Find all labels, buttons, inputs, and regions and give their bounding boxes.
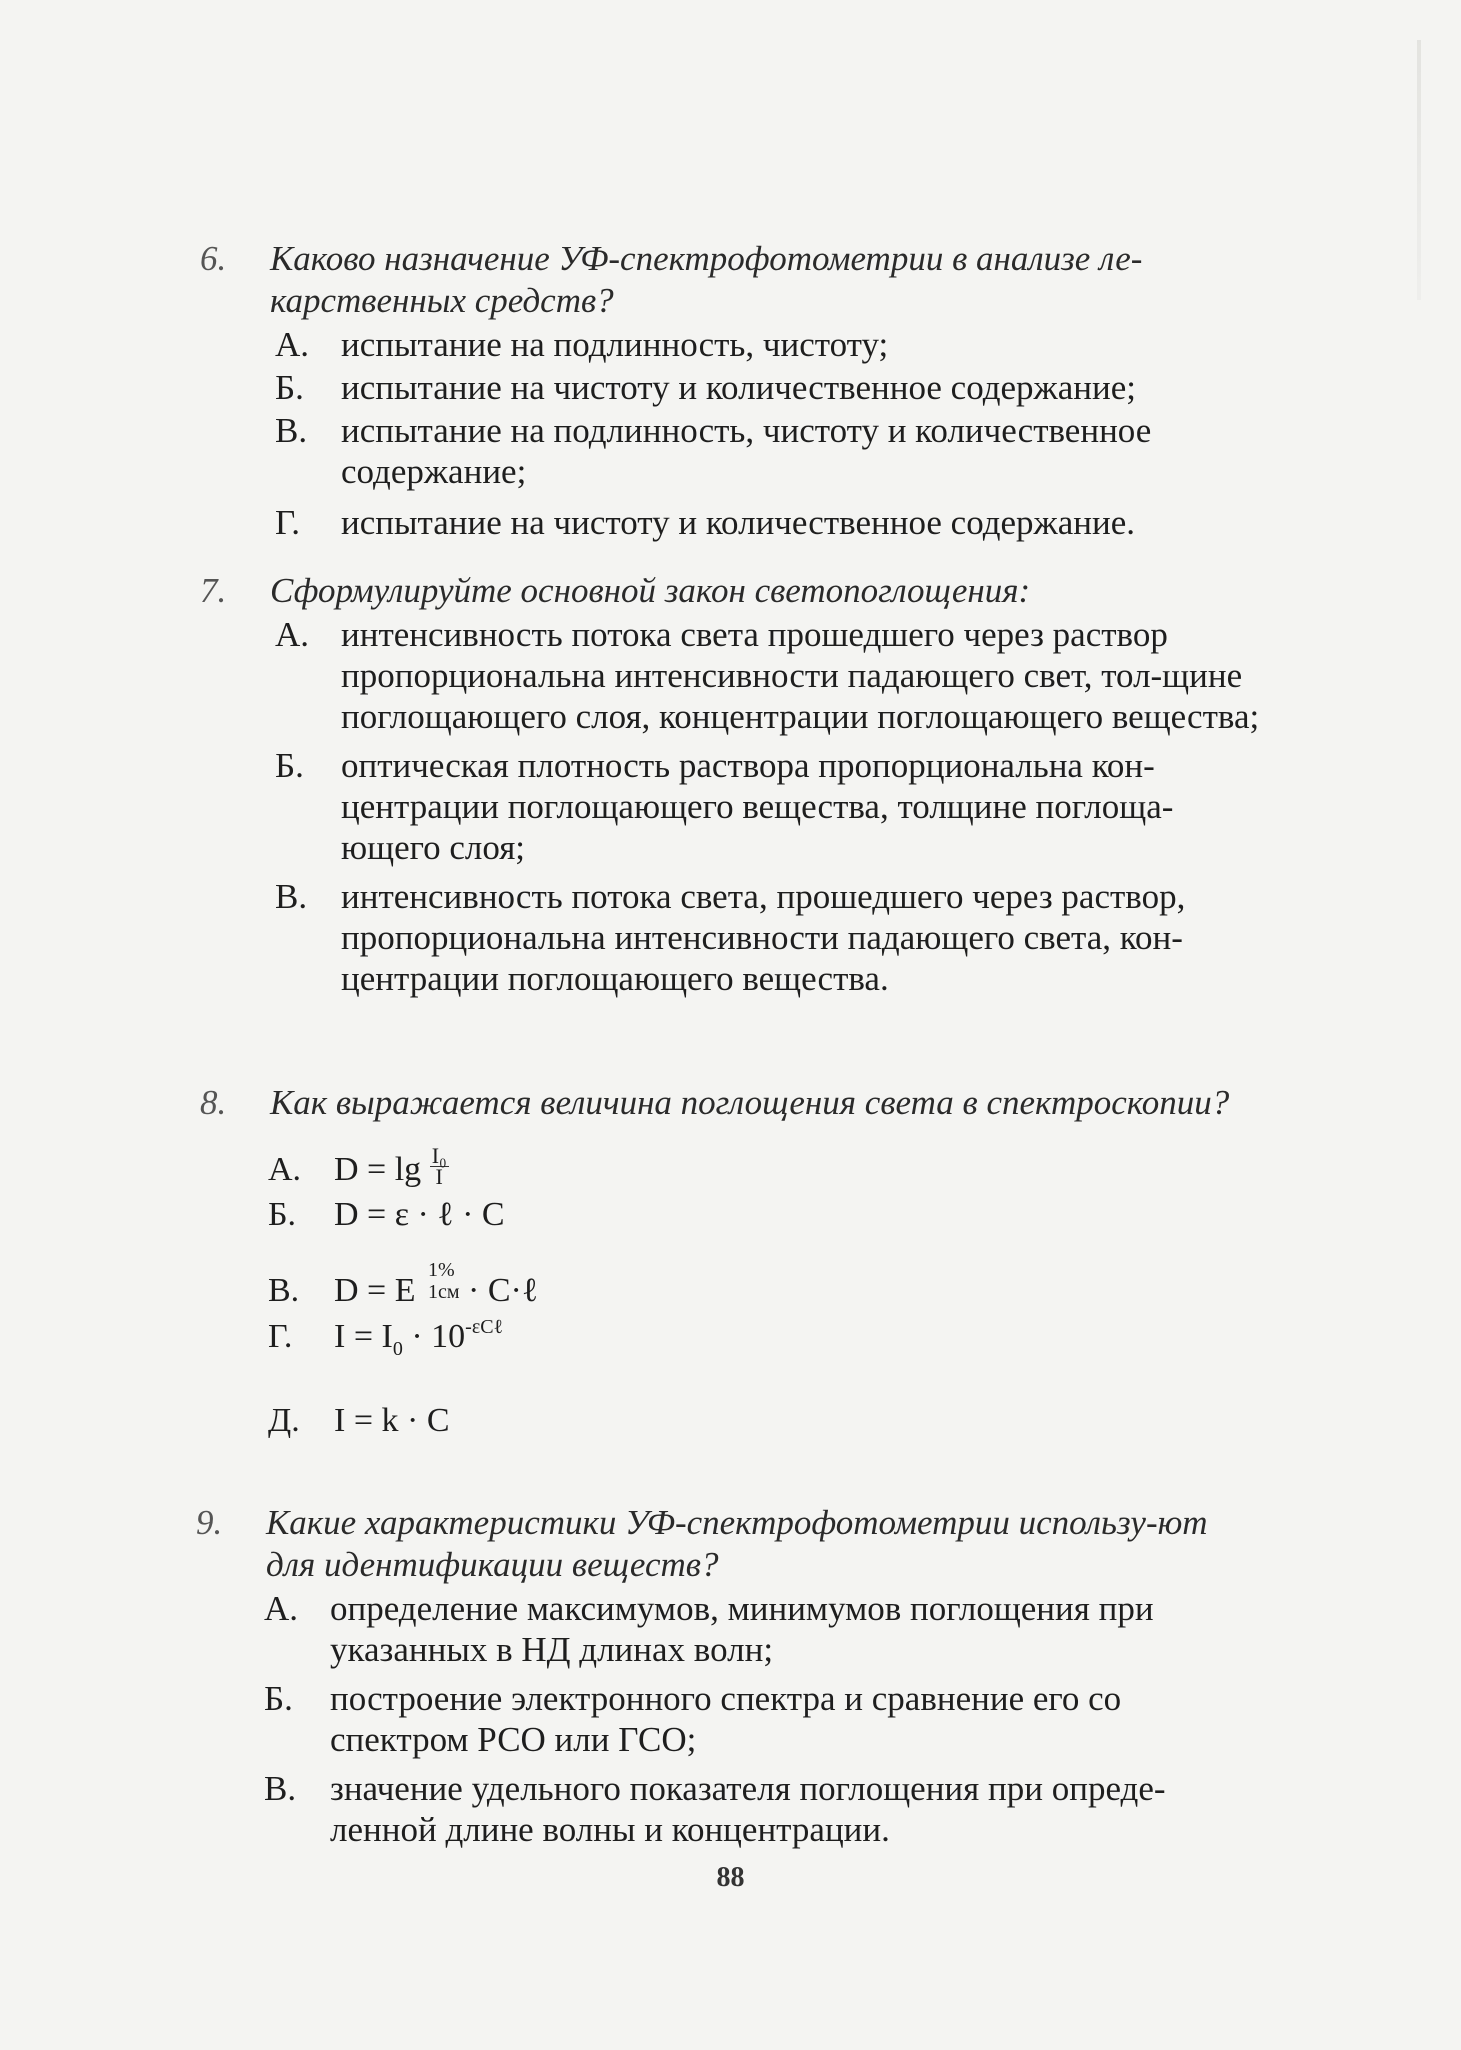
option-g	[268, 1317, 1260, 1361]
formula-main: I = I	[334, 1317, 393, 1355]
question-text: Какие характеристики УФ-спектрофотометрии использу-ют для идентификации веществ?	[266, 1503, 1208, 1584]
fraction-denominator: I	[435, 1163, 443, 1189]
option-b	[275, 745, 1260, 868]
formula-main: D = lg	[334, 1151, 422, 1188]
question-number: 6.	[200, 239, 227, 278]
question-header	[200, 1082, 1260, 1124]
option-b	[275, 367, 1260, 408]
superscript-subscript-stack	[428, 1259, 460, 1303]
formula-tail: · 10	[402, 1317, 466, 1355]
option-text: испытание на чистоту и количественное содержание;	[341, 368, 1136, 407]
option-label: Г.	[275, 503, 301, 542]
option-label: Б.	[264, 1679, 293, 1718]
option-label: А.	[264, 1589, 299, 1628]
option-v	[264, 1768, 1256, 1850]
formula	[334, 1317, 1260, 1361]
option-label: В.	[264, 1769, 297, 1808]
option-text: интенсивность потока света, прошедшего через раствор, пропорциональна интенсивности падающего света, кон-центрации поглощающего вещества.	[341, 877, 1186, 998]
question-8	[200, 1082, 1260, 1441]
option-v	[275, 876, 1260, 999]
formula: D = ε · ℓ · C	[334, 1195, 505, 1233]
subscript: 0	[392, 1337, 403, 1360]
option-a	[275, 614, 1260, 737]
formula: I = k · C	[334, 1401, 450, 1439]
option-a	[275, 324, 1260, 365]
question-7	[200, 570, 1260, 999]
option-a	[268, 1142, 1260, 1193]
question-text: Сформулируйте основной закон светопоглощения:	[270, 571, 1031, 610]
option-text: оптическая плотность раствора пропорциональна кон-центрации поглощающего вещества, толщине поглоща-ющего слоя;	[341, 746, 1174, 867]
options-list	[264, 1588, 1256, 1850]
option-label: А.	[275, 615, 310, 654]
fraction	[430, 1142, 449, 1189]
option-a	[264, 1588, 1256, 1670]
formula	[334, 1258, 1260, 1315]
options-list	[275, 614, 1260, 999]
option-label: В.	[275, 411, 308, 450]
option-text: испытание на подлинность, чистоту и количественное содержание;	[341, 411, 1152, 491]
option-text: определение максимумов, минимумов поглощения при указанных в НД длинах волн;	[330, 1589, 1154, 1669]
question-6	[200, 238, 1260, 543]
option-label: Б.	[275, 368, 304, 407]
question-header	[200, 238, 1260, 322]
option-text: интенсивность потока света прошедшего через раствор пропорциональна интенсивности падающего свет, тол-щине поглощающего слоя, концентрации поглощающего вещества;	[341, 615, 1260, 736]
formula-main: D = E	[334, 1271, 416, 1309]
option-label: А.	[275, 325, 310, 364]
option-v	[268, 1258, 1260, 1315]
option-text: значение удельного показателя поглощения при опреде-ленной длине волны и концентрации.	[330, 1769, 1166, 1849]
formula-tail: · C·ℓ	[468, 1271, 539, 1309]
question-text: Каково назначение УФ-спектрофотометрии в анализе ле-карственных средств?	[270, 239, 1143, 320]
option-text: построение электронного спектра и сравнение его со спектром РСО или ГСО;	[330, 1679, 1122, 1759]
fraction-numerator: I₀	[431, 1142, 447, 1168]
question-header	[200, 570, 1260, 612]
page-number: 88	[716, 1862, 745, 1893]
superscript: 1%	[428, 1258, 455, 1281]
option-label: Д.	[268, 1401, 300, 1439]
question-number: 7.	[200, 571, 227, 610]
question-number: 9.	[196, 1503, 223, 1542]
question-number: 8.	[200, 1083, 227, 1122]
formula	[334, 1142, 1260, 1193]
question-text: Как выражается величина поглощения света в спектроскопии?	[270, 1083, 1230, 1122]
option-g	[275, 502, 1260, 543]
question-header	[196, 1502, 1256, 1586]
question-9	[196, 1502, 1256, 1850]
options-list	[275, 324, 1260, 543]
option-label: Б.	[275, 746, 304, 785]
option-label: В.	[268, 1271, 300, 1309]
option-b	[264, 1678, 1256, 1760]
superscript: -εCℓ	[465, 1315, 504, 1338]
formula-options-list	[268, 1142, 1260, 1441]
subscript: 1см	[428, 1280, 460, 1303]
option-label: Г.	[268, 1317, 293, 1355]
option-label: Б.	[268, 1195, 297, 1233]
option-text: испытание на чистоту и количественное содержание.	[341, 503, 1135, 542]
option-b	[268, 1195, 1260, 1235]
option-d	[268, 1401, 1260, 1441]
option-label: В.	[275, 877, 308, 916]
option-label: А.	[268, 1151, 302, 1188]
option-text: испытание на подлинность, чистоту;	[341, 325, 889, 364]
option-v	[275, 410, 1260, 492]
